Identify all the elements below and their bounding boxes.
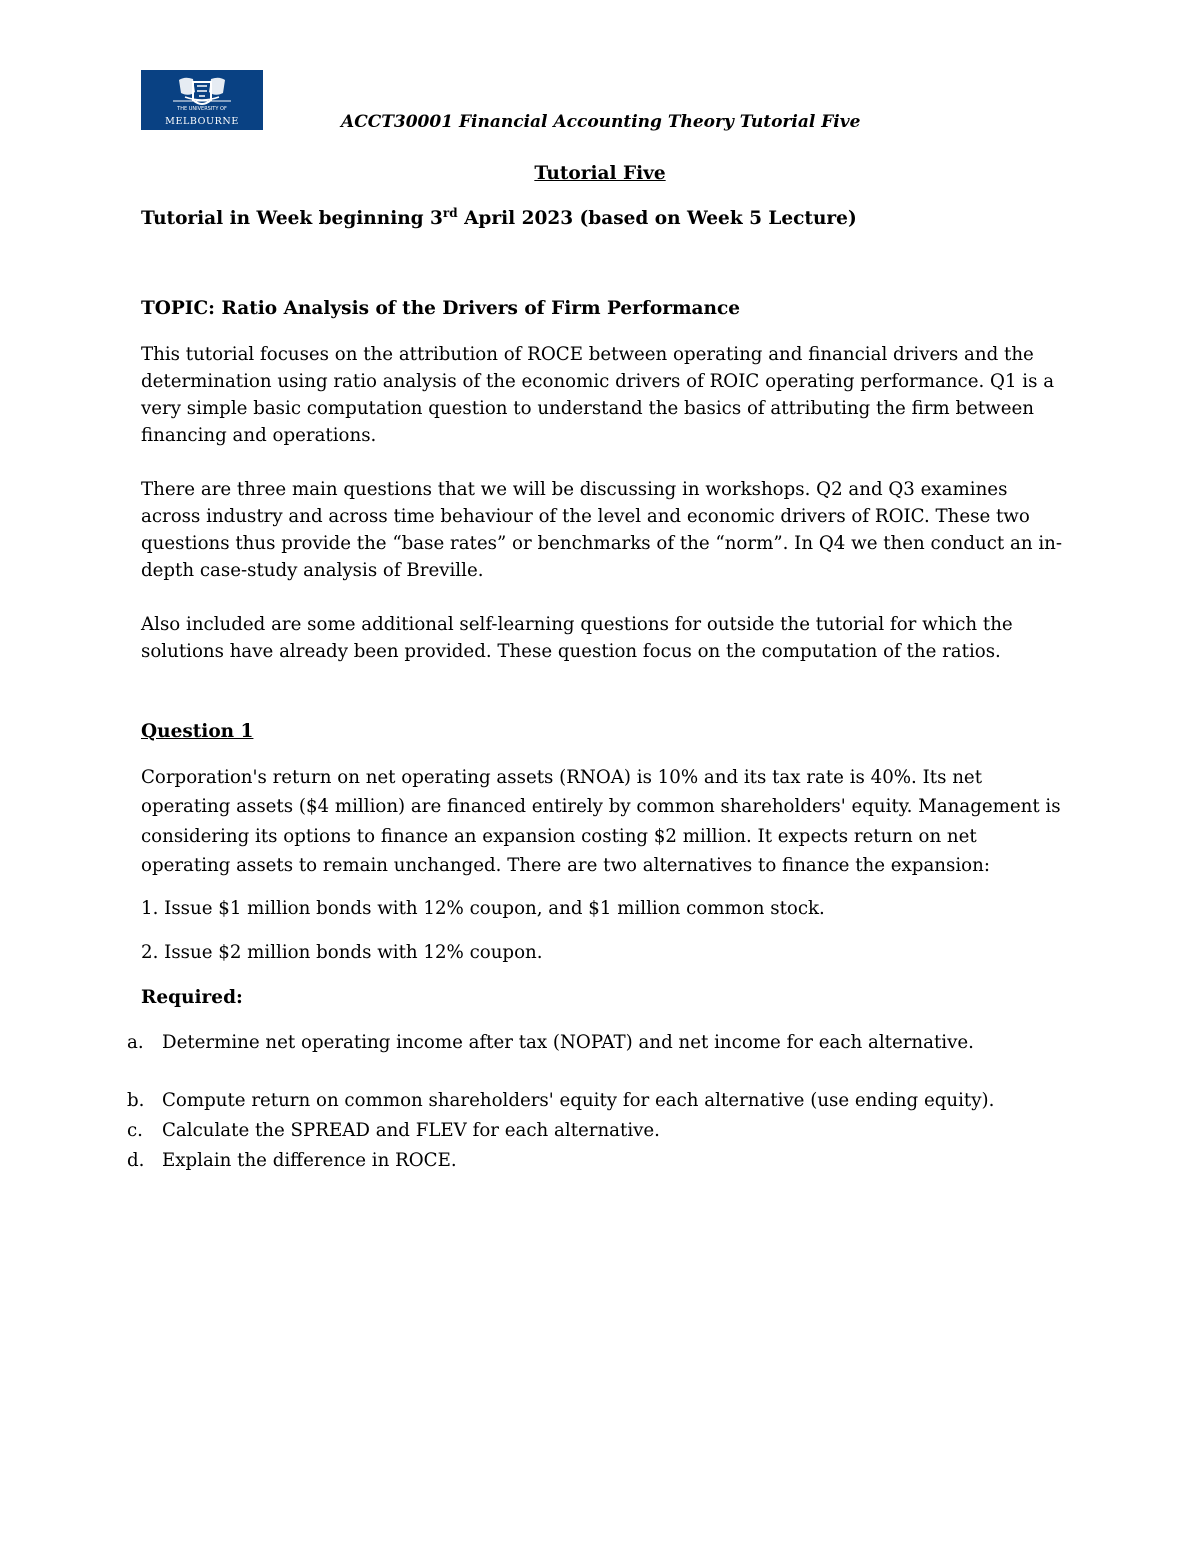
list-marker: c. xyxy=(127,1120,143,1141)
intro-paragraph: There are three main questions that we will be discussing in workshops. Q2 and Q3 examines across industry and across time behaviour of the level and economic drivers of ROIC. These two questions thus provide the “base rates” or benchmarks of the “norm”. In Q4 we then conduct an in-depth case-study analysis of Breville. xyxy=(141,479,1063,581)
required-label: Required: xyxy=(141,987,243,1008)
intro-paragraph: This tutorial focuses on the attribution of ROCE between operating and financial drivers and the determination using ratio analysis of the economic drivers of ROIC operating performance. Q1 is a very simple basic computation question to understand the basics of attributing the firm between financing and operations. xyxy=(141,344,1055,446)
question-text: Corporation's return on net operating assets (RNOA) is 10% and its tax rate is 40%. Its net operating assets ($4 million) are financed entirely by common shareholders' equity. Management is considering its options to finance an expansion costing $2 million. It expects return on net operating assets to remain unchanged. There are two alternatives to finance the expansion: xyxy=(141,767,1061,876)
list-marker: b. xyxy=(127,1090,145,1111)
logo-wordmark: MELBOURNE xyxy=(165,115,239,127)
list-text: Explain the difference in ROCE. xyxy=(162,1150,457,1171)
logo-small-text: THE UNIVERSITY OF xyxy=(177,106,227,112)
question-heading: Question 1 xyxy=(141,721,254,742)
subheading-suffix: April 2023 (based on Week 5 Lecture) xyxy=(457,208,857,229)
header-title: ACCT30001 Financial Accounting Theory Tutorial Five xyxy=(341,112,861,132)
list-marker: a. xyxy=(127,1032,144,1053)
tutorial-week-heading xyxy=(141,208,857,229)
option-item: 1. Issue $1 million bonds with 12% coupon, and $1 million common stock. xyxy=(141,898,825,919)
list-text: Determine net operating income after tax (NOPAT) and net income for each alternative. xyxy=(162,1032,974,1053)
option-item: 2. Issue $2 million bonds with 12% coupon. xyxy=(141,942,543,963)
list-text: Compute return on common shareholders' equity for each alternative (use ending equity). xyxy=(162,1090,995,1111)
university-logo xyxy=(141,70,263,130)
list-marker: d. xyxy=(127,1150,145,1171)
topic-heading: TOPIC: Ratio Analysis of the Drivers of Firm Performance xyxy=(141,298,741,319)
subheading-prefix: Tutorial in Week beginning 3 xyxy=(141,208,443,229)
subheading-superscript: rd xyxy=(442,206,458,220)
intro-paragraph: Also included are some additional self-learning questions for outside the tutorial for which the solutions have already been provided. These question focus on the computation of the ratios. xyxy=(141,614,1013,662)
list-text: Calculate the SPREAD and FLEV for each alternative. xyxy=(162,1120,660,1141)
page-title: Tutorial Five xyxy=(534,163,666,184)
